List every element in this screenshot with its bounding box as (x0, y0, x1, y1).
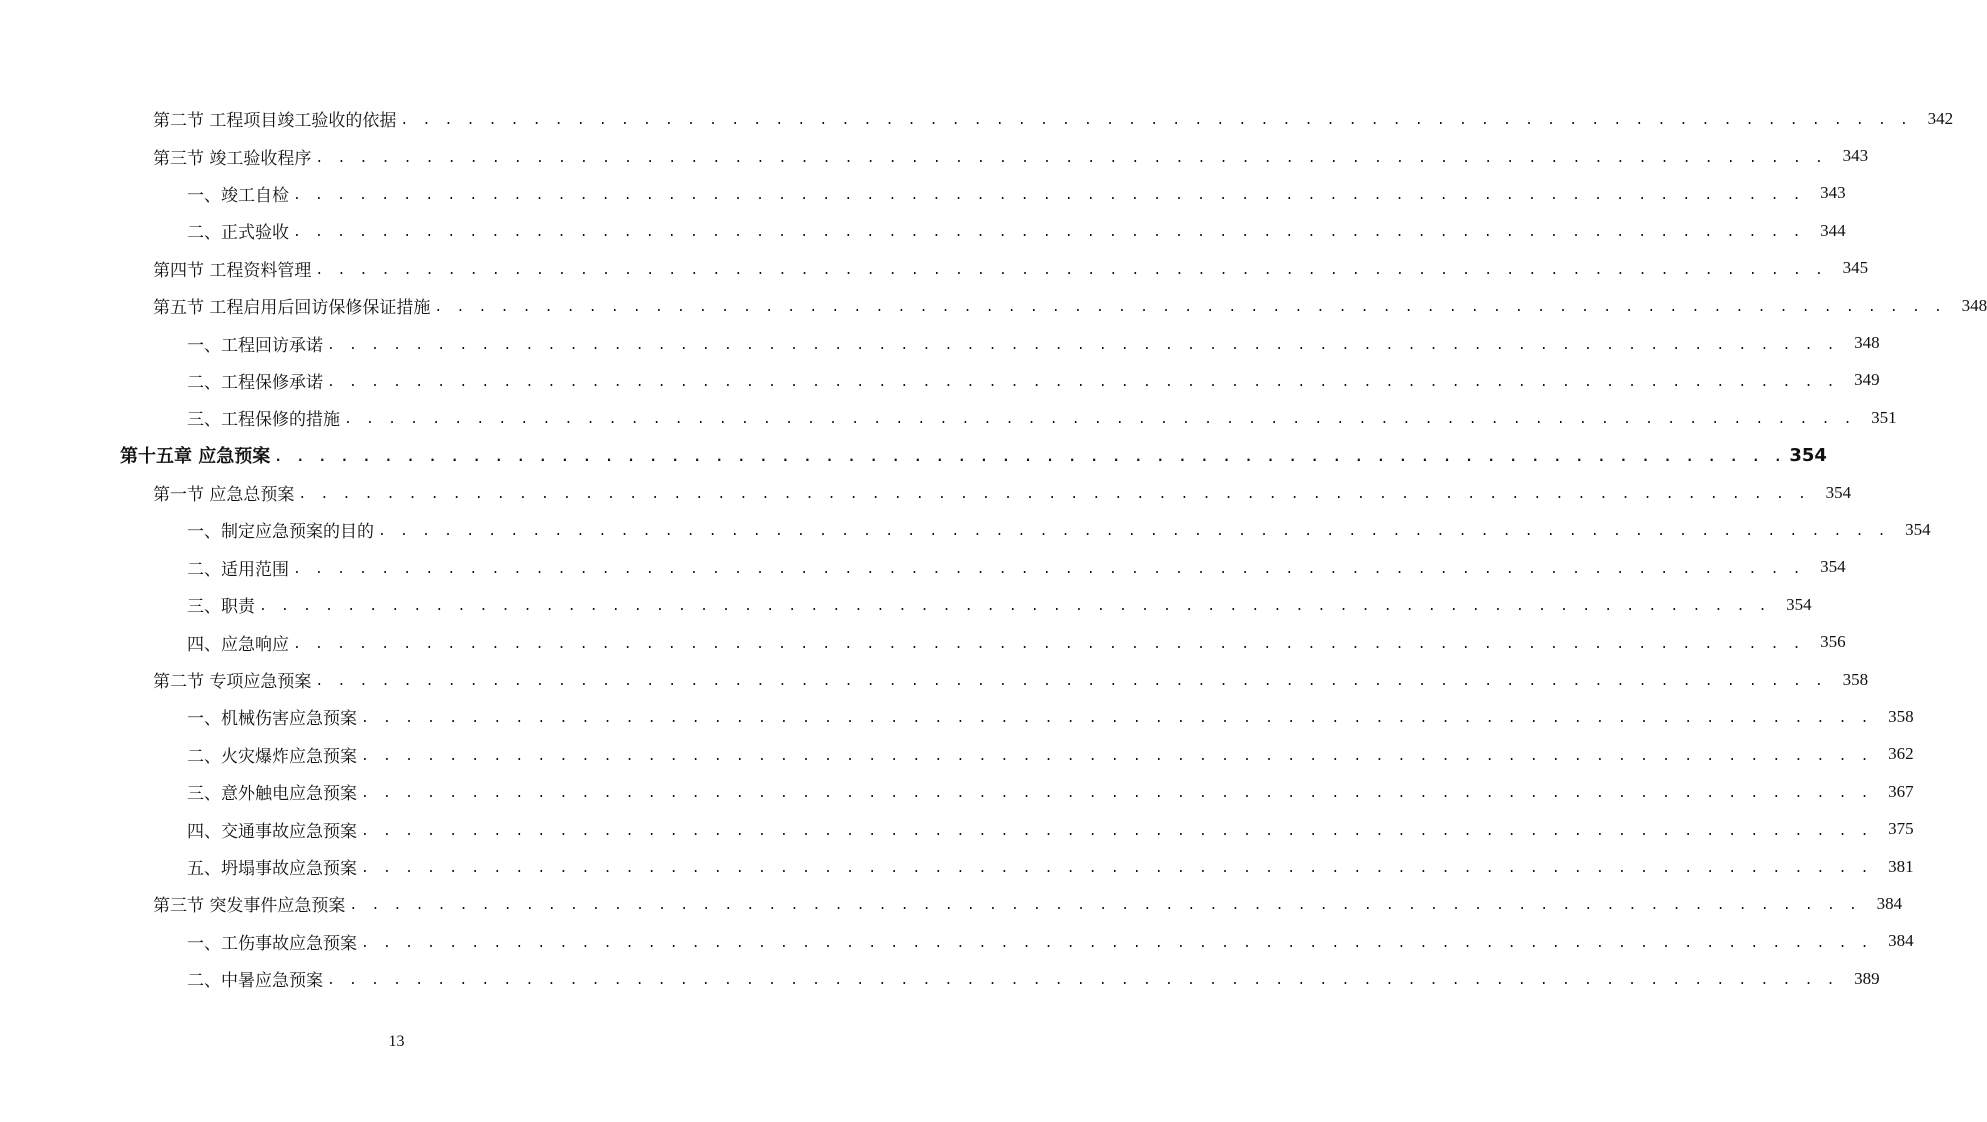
toc-entry-page: 384 (1888, 931, 1914, 951)
toc-entry-page: 343 (1820, 183, 1846, 203)
toc-dot-leader: . . . . . . . . . . . . . . . . . . . . . . . . . . . . . . . . . . . . . . . . . . . . . . . . . . . . . . . . . . . . . . . . . . . . . (361, 935, 1872, 951)
toc-entry-title: 第五节 工程启用后回访保修保证措施 (153, 298, 431, 319)
toc-entry-chapter[interactable] (120, 437, 1827, 474)
toc-entry-title: 四、交通事故应急预案 (187, 821, 357, 842)
toc-entry-page: 389 (1854, 968, 1880, 988)
toc-entry-section[interactable] (153, 250, 1869, 287)
toc-entry-page: 384 (1876, 893, 1903, 913)
toc-entry-page: 349 (1854, 370, 1880, 390)
toc-dot-leader: . . . . . . . . . . . . . . . . . . . . . . . . . . . . . . . . . . . . . . . . . . . . . . . . . . . . . . . . . . . . . . . . . . . . . (361, 711, 1872, 727)
toc-dot-leader: . . . . . . . . . . . . . . . . . . . . . . . . . . . . . . . . . . . . . . . . . . . . . . . . . . . . . . . . . . . . . . . . . . . . . (327, 374, 1838, 390)
toc-dot-leader: . . . . . . . . . . . . . . . . . . . . . . . . . . . . . . . . . . . . . . . . . . . . . . . . . . . . . . . . . . . . . . . . . . . . . (298, 487, 1810, 503)
toc-dot-leader: . . . . . . . . . . . . . . . . . . . . . . . . . . . . . . . . . . . . . . . . . . . . . . . . . . . . . . . . . . . . . . . . . . . . . (327, 337, 1838, 353)
toc-entry-section[interactable] (153, 885, 1903, 922)
toc-dot-leader: . . . . . . . . . . . . . . . . . . . . . . . . . . . . . . . . . . . . . . . . . . . . . . . . . . . . . . . . . . . . . . . . . . . . . (434, 300, 1946, 316)
toc-entry-item[interactable] (187, 362, 1880, 399)
toc-dot-leader: . . . . . . . . . . . . . . . . . . . . . . . . . . . . . . . . . . . . . . . . . . . . . . . . . . . . . . . . . . . . . . . . . . . . . (361, 823, 1872, 839)
toc-entry-item[interactable] (187, 511, 1931, 548)
toc-entry-title: 二、火灾爆炸应急预案 (187, 746, 357, 767)
toc-entry-section[interactable] (153, 474, 1852, 511)
toc-entry-section[interactable] (153, 287, 1987, 324)
toc-entry-page: 358 (1888, 706, 1914, 726)
toc-entry-item[interactable] (187, 399, 1897, 436)
toc-dot-leader: . . . . . . . . . . . . . . . . . . . . . . . . . . . . . . . . . . . . . . . . . . . . . . . . . . . . . . . . . . . . . . . . . . . . . (361, 748, 1872, 764)
toc-entry-item[interactable] (187, 549, 1846, 586)
toc-dot-leader: . . . . . . . . . . . . . . . . . . . . . . . . . . . . . . . . . . . . . . . . . . . . . . . . . . . . . . . . . . . . . . . . . . . . . (274, 449, 1785, 465)
toc-entry-page: 345 (1842, 258, 1869, 278)
toc-entry-page: 342 (1927, 108, 1954, 128)
toc-entry-title: 一、机械伤害应急预案 (187, 709, 357, 730)
toc-dot-leader: . . . . . . . . . . . . . . . . . . . . . . . . . . . . . . . . . . . . . . . . . . . . . . . . . . . . . . . . . . . . . . . . . . . . . (315, 150, 1827, 166)
toc-entry-item[interactable] (187, 810, 1914, 847)
toc-entry-title: 四、应急响应 (187, 634, 289, 655)
page-number: 13 (388, 1033, 405, 1050)
toc-entry-title: 第二节 工程项目竣工验收的依据 (153, 111, 397, 132)
toc-dot-leader: . . . . . . . . . . . . . . . . . . . . . . . . . . . . . . . . . . . . . . . . . . . . . . . . . . . . . . . . . . . . . . . . . . . . . (315, 262, 1827, 278)
toc-entry-title: 一、制定应急预案的目的 (187, 522, 374, 543)
toc-entry-title: 第二节 专项应急预案 (153, 672, 312, 693)
table-of-contents (0, 100, 1987, 997)
toc-entry-title: 二、工程保修承诺 (187, 372, 323, 393)
toc-entry-title: 二、中暑应急预案 (187, 971, 323, 992)
toc-entry-item[interactable] (187, 623, 1846, 660)
toc-entry-page: 348 (1961, 295, 1987, 315)
toc-dot-leader: . . . . . . . . . . . . . . . . . . . . . . . . . . . . . . . . . . . . . . . . . . . . . . . . . . . . . . . . . . . . . . . . . . . . . (400, 113, 1912, 129)
toc-entry-title: 一、工程回访承诺 (187, 335, 323, 356)
toc-entry-page: 356 (1820, 632, 1846, 652)
toc-entry-page: 358 (1842, 669, 1869, 689)
toc-dot-leader: . . . . . . . . . . . . . . . . . . . . . . . . . . . . . . . . . . . . . . . . . . . . . . . . . . . . . . . . . . . . . . . . . . . . . (378, 524, 1889, 540)
toc-entry-item[interactable] (187, 175, 1846, 212)
toc-entry-page: 354 (1905, 519, 1931, 539)
toc-entry-title: 第四节 工程资料管理 (153, 260, 312, 281)
toc-entry-title: 第一节 应急总预案 (153, 485, 295, 506)
toc-entry-section[interactable] (153, 100, 1954, 137)
toc-entry-page: 343 (1842, 146, 1869, 166)
toc-dot-leader: . . . . . . . . . . . . . . . . . . . . . . . . . . . . . . . . . . . . . . . . . . . . . . . . . . . . . . . . . . . . . . . . . . . . . (259, 599, 1770, 615)
toc-dot-leader: . . . . . . . . . . . . . . . . . . . . . . . . . . . . . . . . . . . . . . . . . . . . . . . . . . . . . . . . . . . . . . . . . . . . . (293, 225, 1804, 241)
toc-entry-title: 第三节 突发事件应急预案 (153, 896, 346, 917)
toc-entry-section[interactable] (153, 661, 1869, 698)
toc-entry-title: 一、工伤事故应急预案 (187, 933, 357, 954)
toc-entry-title: 五、坍塌事故应急预案 (187, 859, 357, 879)
toc-entry-item[interactable] (187, 773, 1914, 810)
toc-dot-leader: . . . . . . . . . . . . . . . . . . . . . . . . . . . . . . . . . . . . . . . . . . . . . . . . . . . . . . . . . . . . . . . . . . . . . (349, 898, 1861, 914)
toc-entry-title: 三、意外触电应急预案 (187, 784, 357, 805)
toc-entry-title: 一、竣工自检 (187, 185, 289, 206)
toc-dot-leader: . . . . . . . . . . . . . . . . . . . . . . . . . . . . . . . . . . . . . . . . . . . . . . . . . . . . . . . . . . . . . . . . . . . . . (315, 674, 1827, 690)
toc-entry-title: 三、职责 (187, 597, 255, 618)
toc-entry-page: 348 (1854, 333, 1880, 353)
toc-entry-title: 第三节 竣工验收程序 (153, 148, 312, 169)
toc-entry-item[interactable] (187, 736, 1914, 773)
toc-entry-title: 三、工程保修的措施 (187, 410, 340, 431)
toc-dot-leader: . . . . . . . . . . . . . . . . . . . . . . . . . . . . . . . . . . . . . . . . . . . . . . . . . . . . . . . . . . . . . . . . . . . . . (293, 561, 1804, 577)
toc-dot-leader: . . . . . . . . . . . . . . . . . . . . . . . . . . . . . . . . . . . . . . . . . . . . . . . . . . . . . . . . . . . . . . . . . . . . . (361, 861, 1872, 876)
toc-entry-section[interactable] (153, 137, 1869, 174)
toc-entry-item[interactable] (187, 586, 1812, 623)
toc-entry-page: 354 (1825, 482, 1852, 502)
toc-entry-page: 354 (1789, 444, 1827, 466)
toc-entry-item[interactable] (187, 848, 1914, 885)
toc-entry-page: 381 (1888, 856, 1914, 876)
toc-entry-page: 362 (1888, 744, 1914, 764)
toc-dot-leader: . . . . . . . . . . . . . . . . . . . . . . . . . . . . . . . . . . . . . . . . . . . . . . . . . . . . . . . . . . . . . . . . . . . . . (293, 636, 1804, 652)
toc-entry-item[interactable] (187, 923, 1914, 960)
toc-entry-title: 第十五章 应急预案 (120, 446, 271, 468)
toc-entry-page: 354 (1786, 594, 1812, 614)
toc-dot-leader: . . . . . . . . . . . . . . . . . . . . . . . . . . . . . . . . . . . . . . . . . . . . . . . . . . . . . . . . . . . . . . . . . . . . . (344, 412, 1855, 428)
toc-entry-page: 367 (1888, 781, 1914, 801)
toc-entry-title: 二、适用范围 (187, 559, 289, 580)
toc-entry-page: 351 (1871, 407, 1897, 427)
toc-dot-leader: . . . . . . . . . . . . . . . . . . . . . . . . . . . . . . . . . . . . . . . . . . . . . . . . . . . . . . . . . . . . . . . . . . . . . (361, 786, 1872, 802)
toc-dot-leader: . . . . . . . . . . . . . . . . . . . . . . . . . . . . . . . . . . . . . . . . . . . . . . . . . . . . . . . . . . . . . . . . . . . . . (327, 973, 1838, 989)
toc-entry-page: 354 (1820, 557, 1846, 577)
toc-entry-item[interactable] (187, 212, 1846, 249)
toc-dot-leader: . . . . . . . . . . . . . . . . . . . . . . . . . . . . . . . . . . . . . . . . . . . . . . . . . . . . . . . . . . . . . . . . . . . . . (293, 187, 1804, 203)
toc-entry-item[interactable] (187, 324, 1880, 361)
toc-entry-item[interactable] (187, 960, 1880, 997)
toc-entry-page: 375 (1888, 819, 1914, 839)
toc-entry-item[interactable] (187, 698, 1914, 735)
toc-entry-page: 344 (1820, 220, 1846, 240)
toc-entry-title: 二、正式验收 (187, 223, 289, 244)
